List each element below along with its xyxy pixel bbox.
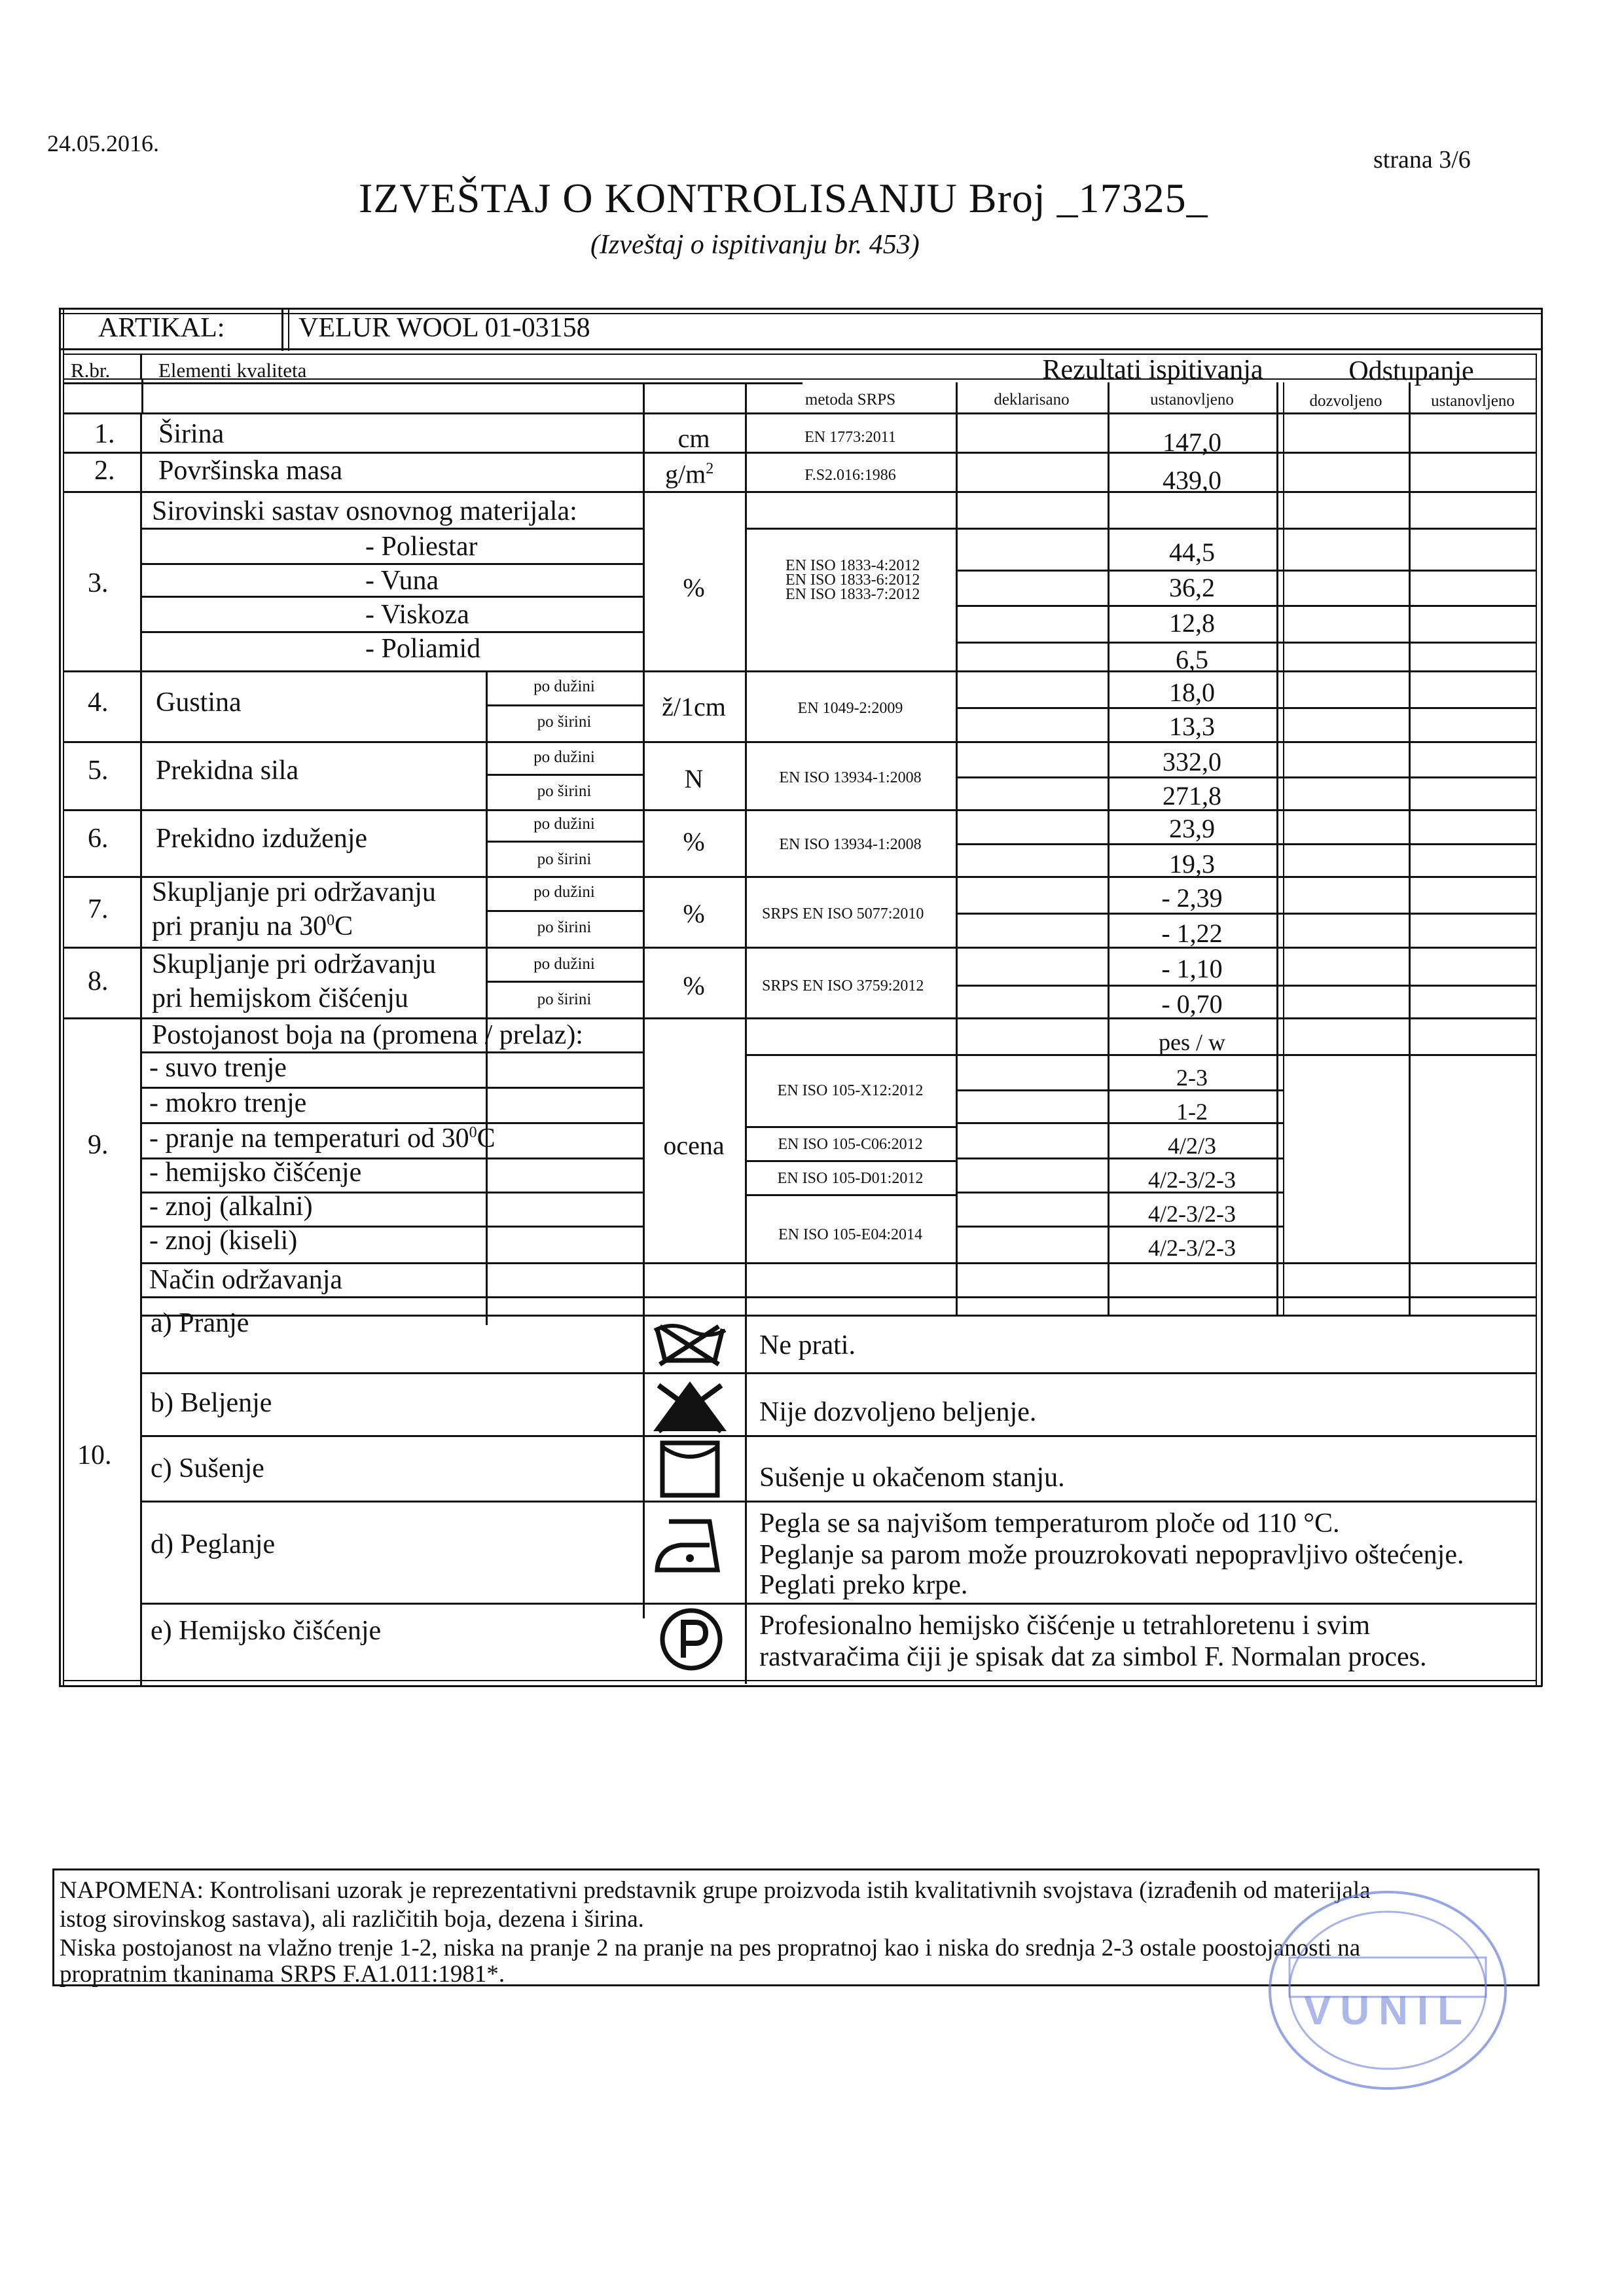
note-line-3: Niska postojanost na vlažno trenje 1-2, niska na pranje 2 na pranje na pes propratnoj kao i niska do srednja 2-3 ostale poostojanosti na	[60, 1935, 1361, 1961]
col-results: Rezultati ispitivanja	[1042, 355, 1263, 385]
grid-line	[1108, 382, 1110, 1315]
row-3-value-1: 44,5	[1169, 538, 1215, 567]
col-rbr: R.br.	[71, 359, 111, 382]
row-9-method-1: EN ISO 105-X12:2012	[777, 1082, 924, 1099]
do-not-bleach-icon	[649, 1379, 731, 1434]
row-4-no: 4.	[88, 687, 109, 718]
grid-line	[956, 776, 1536, 778]
row-9-value-1: 2-3	[1176, 1065, 1208, 1091]
row-9-unit: ocena	[663, 1131, 725, 1160]
row-2-value: 439,0	[1163, 465, 1221, 495]
row-7-value-1: - 2,39	[1161, 883, 1223, 913]
grid-line	[288, 309, 289, 351]
row-7-name-1: Skupljanje pri održavanju	[152, 877, 436, 907]
row-6-sub-1: po dužini	[533, 815, 595, 833]
grid-line	[486, 1017, 643, 1019]
row-7-no: 7.	[88, 894, 109, 924]
care-label-iron: d) Peglanje	[151, 1529, 276, 1559]
grid-line	[281, 309, 283, 351]
item-text: - pranje na temperaturi od 30	[149, 1123, 469, 1154]
grid-line	[486, 704, 643, 706]
row-7-value-2: - 1,22	[1161, 919, 1223, 948]
grid-line	[745, 1194, 956, 1196]
grid-line	[140, 412, 142, 1685]
grid-line	[140, 1296, 1536, 1298]
grid-line	[63, 378, 1536, 380]
row-8-sub-2: po širini	[537, 991, 592, 1008]
grid-line	[1276, 382, 1278, 1315]
row-3-value-3: 12,8	[1169, 608, 1215, 638]
grid-line	[956, 707, 1536, 709]
grid-line	[63, 947, 1536, 949]
grid-line	[486, 774, 643, 776]
row-3-unit: %	[683, 573, 705, 602]
grid-line	[956, 605, 1536, 607]
col-deviation: Odstupanje	[1348, 356, 1474, 386]
row-8-name-2: pri hemijskom čišćenju	[152, 983, 408, 1013]
institute-stamp	[1231, 1833, 1519, 2108]
grid-line	[63, 491, 1536, 493]
row-4-value-1: 18,0	[1169, 678, 1215, 707]
row-9-item-1: - suvo trenje	[149, 1053, 287, 1083]
note-line-4: propratnim tkaninama SRPS F.A1.011:1981*.	[60, 1961, 505, 1988]
row-9-item-4: - hemijsko čišćenje	[149, 1157, 362, 1188]
care-text-iron-3: Peglati preko krpe.	[759, 1570, 968, 1600]
col-established: ustanovljeno	[1150, 391, 1234, 409]
row-1-unit: cm	[677, 424, 710, 453]
grid-line	[956, 382, 958, 1315]
grid-line	[140, 1372, 1536, 1374]
row-9-value-4: 4/2-3/2-3	[1148, 1167, 1236, 1193]
grid-line	[63, 809, 1536, 811]
grid-line	[643, 382, 645, 1618]
grid-line	[63, 452, 1536, 454]
care-label-bleach: b) Beljenje	[151, 1388, 272, 1418]
row-3-method-1: EN ISO 1833-4:2012	[785, 557, 920, 574]
grid-line	[745, 382, 747, 1315]
grid-line	[956, 1157, 1283, 1159]
row-9-value-2: 1-2	[1176, 1099, 1208, 1125]
grid-line	[956, 642, 1536, 644]
note-line-1: NAPOMENA: Kontrolisani uzorak je reprezentativni predstavnik grupe proizvoda istih kvalitativnih svojstava (izrađenih od materijala	[60, 1877, 1371, 1904]
grid-line	[63, 670, 1536, 672]
row-4-method: EN 1049-2:2009	[797, 700, 903, 717]
row-9-item-2: - mokro trenje	[149, 1088, 307, 1118]
row-8-unit: %	[683, 971, 705, 1000]
row-3-method-2: EN ISO 1833-6:2012	[785, 572, 920, 589]
row-2-no: 2.	[94, 456, 115, 486]
row-3-item-1: - Poliestar	[365, 532, 478, 562]
row-8-value-2: - 0,70	[1161, 989, 1223, 1019]
row-6-sub-2: po širini	[537, 850, 592, 868]
row-3-value-4: 6,5	[1176, 645, 1208, 674]
row-8-name-1: Skupljanje pri održavanju	[152, 949, 436, 979]
row-2-unit	[665, 461, 713, 487]
row-5-name: Prekidna sila	[156, 756, 299, 786]
row-3-value-2: 36,2	[1169, 573, 1215, 602]
report-title: IZVEŠTAJ O KONTROLISANJU Broj _17325_	[359, 175, 1208, 221]
row-1-value: 147,0	[1163, 428, 1221, 457]
grid-line	[956, 1089, 1283, 1091]
grid-line	[63, 412, 1536, 414]
grid-line	[140, 563, 643, 565]
col-established-2: ustanovljeno	[1431, 392, 1515, 410]
row-4-unit: ž/1cm	[662, 692, 726, 721]
name-end: C	[334, 911, 353, 941]
grid-line	[63, 382, 803, 384]
row-6-method: EN ISO 13934-1:2008	[779, 836, 922, 853]
row-6-no: 6.	[88, 824, 109, 854]
row-1-name: Širina	[158, 419, 225, 449]
care-text-iron-1: Pegla se sa najvišom temperaturom ploče od 110 °C.	[759, 1508, 1340, 1539]
grid-line	[745, 1315, 747, 1684]
row-9-item-5: - znoj (alkalni)	[149, 1192, 313, 1222]
row-3-no: 3.	[88, 568, 109, 598]
quality-table	[51, 308, 1543, 1688]
row-8-value-1: - 1,10	[1161, 954, 1223, 983]
item-end: C	[477, 1123, 496, 1154]
row-8-sub-1: po dužini	[533, 955, 595, 973]
grid-line	[140, 631, 643, 633]
row-7-method: SRPS EN ISO 5077:2010	[762, 905, 924, 922]
grid-line	[141, 378, 143, 412]
care-label-dryclean: e) Hemijsko čišćenje	[151, 1616, 382, 1646]
row-8-no: 8.	[88, 966, 109, 996]
col-allowed: dozvoljeno	[1309, 392, 1382, 410]
row-8-method: SRPS EN ISO 3759:2012	[762, 977, 924, 994]
row-9-value-3: 4/2/3	[1167, 1133, 1217, 1159]
row-1-no: 1.	[94, 419, 115, 449]
row-9-value-6: 4/2-3/2-3	[1148, 1235, 1236, 1261]
name-text: pri pranju na 30	[152, 911, 327, 941]
line-dry-icon	[660, 1440, 720, 1498]
row-9-method-3: EN ISO 105-D01:2012	[777, 1170, 924, 1187]
row-4-name: Gustina	[156, 687, 242, 718]
row-4-sub-1: po dužini	[533, 678, 595, 695]
care-label-dry: c) Sušenje	[151, 1453, 264, 1484]
degree-sup: 0	[469, 1124, 477, 1141]
grid-line	[140, 354, 142, 380]
table-border	[59, 308, 61, 1686]
grid-line	[956, 1122, 1283, 1124]
grid-line	[140, 1603, 1536, 1605]
grid-line	[956, 843, 1536, 845]
row-5-no: 5.	[88, 756, 109, 786]
grid-line	[140, 1435, 1536, 1437]
grid-line	[140, 596, 643, 598]
row-5-method: EN ISO 13934-1:2008	[779, 769, 922, 786]
row-9-item-3	[149, 1125, 496, 1152]
care-text-wash: Ne prati.	[759, 1330, 856, 1360]
row-7-sub-2: po širini	[537, 919, 592, 936]
grid-line	[745, 1160, 956, 1162]
row-9-method-4: EN ISO 105-E04:2014	[778, 1226, 922, 1243]
grid-line	[140, 528, 643, 530]
row-10-no: 10.	[77, 1440, 112, 1470]
grid-line	[956, 570, 1536, 572]
care-label-wash: a) Pranje	[151, 1308, 249, 1338]
article-label: ARTIKAL:	[98, 313, 225, 343]
unit-sup: 2	[706, 460, 714, 477]
row-7-sub-1: po dužini	[533, 883, 595, 901]
row-7-name-2	[152, 913, 353, 940]
row-3-item-3: - Viskoza	[365, 600, 469, 630]
report-subtitle: (Izveštaj o ispitivanju br. 453)	[590, 230, 920, 260]
report-date: 24.05.2016.	[47, 130, 159, 156]
row-6-unit: %	[683, 827, 705, 856]
row-4-sub-2: po širini	[537, 713, 592, 731]
care-text-iron-2: Peglanje sa parom može prouzrokovati nepopravljivo oštećenje.	[759, 1540, 1464, 1570]
grid-line	[1409, 382, 1411, 1315]
row-7-unit: %	[683, 899, 705, 928]
grid-line	[1283, 382, 1284, 1315]
grid-line	[745, 528, 1536, 530]
page-number: strana 3/6	[1373, 146, 1471, 173]
grid-line	[956, 913, 1536, 915]
grid-line	[59, 348, 1542, 350]
col-declared: deklarisano	[994, 391, 1070, 409]
grid-line	[956, 985, 1536, 987]
row-9-name: Postojanost boja na (promena / prelaz):	[152, 1020, 583, 1050]
row-3-item-2: - Vuna	[365, 566, 439, 596]
row-10-name: Način održavanja	[149, 1265, 343, 1295]
row-9-no: 9.	[88, 1130, 109, 1160]
stamp-text: VUNIL	[1304, 1988, 1471, 2033]
row-4-value-2: 13,3	[1169, 712, 1215, 741]
care-text-dryclean-1: Profesionalno hemijsko čišćenje u tetrahloretenu i svim	[759, 1611, 1371, 1641]
table-border	[59, 1685, 1542, 1687]
row-5-sub-2: po širini	[537, 782, 592, 800]
row-5-value-2: 271,8	[1163, 781, 1221, 811]
row-9-header-value: pes / w	[1159, 1029, 1225, 1055]
row-6-name: Prekidno izduženje	[156, 824, 368, 854]
row-1-method: EN 1773:2011	[804, 429, 896, 446]
table-border	[63, 1680, 1536, 1681]
grid-line	[63, 1017, 1536, 1019]
row-2-method: F.S2.016:1986	[804, 467, 896, 484]
grid-line	[486, 910, 643, 912]
row-5-unit: N	[684, 764, 704, 793]
article-value: VELUR WOOL 01-03158	[298, 313, 590, 343]
care-text-dry: Sušenje u okačenom stanju.	[759, 1463, 1065, 1493]
row-9-method-2: EN ISO 105-C06:2012	[778, 1136, 923, 1153]
grid-line	[140, 1315, 1536, 1317]
grid-line	[63, 354, 1536, 355]
col-elements: Elementi kvaliteta	[158, 359, 307, 382]
grid-line	[486, 841, 643, 843]
row-3-name: Sirovinski sastav osnovnog materijala:	[152, 496, 577, 526]
care-text-bleach: Nije dozvoljeno beljenje.	[759, 1397, 1037, 1427]
table-border	[1541, 308, 1543, 1686]
row-2-name: Površinska masa	[158, 456, 343, 486]
do-not-wash-icon	[651, 1321, 729, 1367]
grid-line	[140, 1501, 1536, 1503]
grid-line	[745, 1126, 956, 1128]
degree-sup: 0	[327, 912, 335, 929]
grid-line	[140, 1262, 1536, 1264]
table-border	[1536, 354, 1537, 1686]
row-6-value-2: 19,3	[1169, 849, 1215, 879]
row-9-item-6: - znoj (kiseli)	[149, 1226, 298, 1256]
care-text-dryclean-2: rastvaračima čiji je spisak dat za simbol F. Normalan proces.	[759, 1642, 1427, 1672]
table-border	[63, 308, 64, 1686]
dry-clean-p-icon	[659, 1607, 724, 1672]
row-5-sub-1: po dužini	[533, 748, 595, 766]
grid-line	[745, 1054, 1536, 1056]
grid-line	[63, 741, 1536, 743]
row-9-value-5: 4/2-3/2-3	[1148, 1201, 1236, 1227]
row-3-method-3: EN ISO 1833-7:2012	[785, 586, 920, 603]
note-line-2: istog sirovinskog sastava), ali različitih boja, dezena i širina.	[60, 1906, 644, 1933]
unit-text: g/m	[665, 459, 706, 489]
row-3-item-4: - Poliamid	[365, 634, 481, 664]
grid-line	[486, 981, 643, 983]
iron-one-dot-icon	[653, 1512, 727, 1575]
row-6-value-1: 23,9	[1169, 814, 1215, 843]
row-5-value-1: 332,0	[1163, 747, 1221, 776]
col-method: metoda SRPS	[804, 391, 896, 409]
